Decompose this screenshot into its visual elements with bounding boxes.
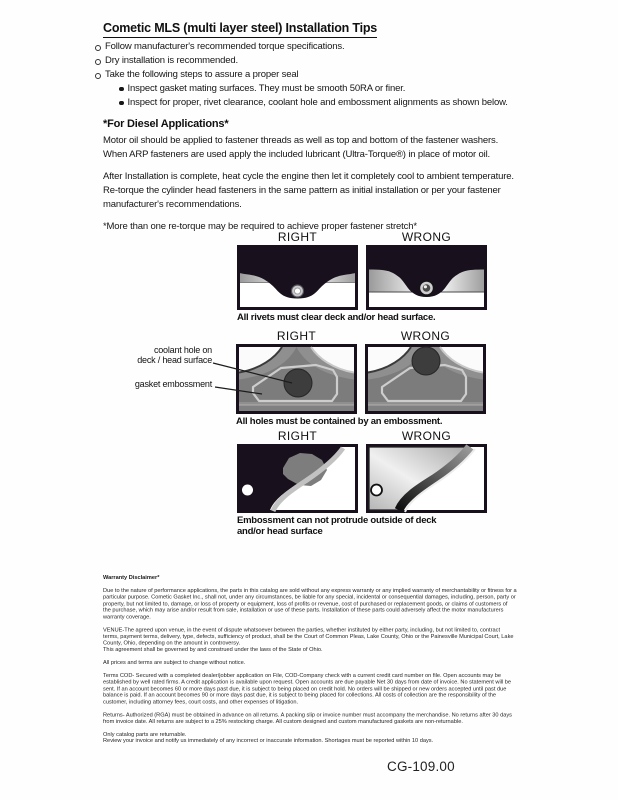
wrong-label: WRONG (401, 429, 452, 443)
embossment-protrusion-wrong-diagram (366, 444, 487, 513)
rivet-clearance-right-diagram (237, 245, 358, 310)
filled-bullet-icon (119, 87, 124, 92)
list-item-text: Follow manufacturer's recommended torque specifications. (105, 41, 345, 52)
warranty-paragraph: This agreement shall be governed by and construed under the laws of the State of Ohio. (103, 646, 323, 653)
figure-labels (237, 230, 487, 244)
filled-bullet-icon (119, 101, 124, 106)
diesel-applications-heading: *For Diesel Applications* (103, 118, 229, 130)
warranty-paragraph: All prices and terms are subject to change without notice. (103, 658, 246, 666)
right-label: RIGHT (277, 230, 318, 244)
figure2-side-labels (98, 345, 212, 389)
figure-panels (237, 245, 487, 310)
warranty-paragraph: Only catalog parts are returnable. (103, 730, 187, 737)
leader-lines (205, 357, 305, 399)
wrong-label: WRONG (401, 230, 452, 244)
figure-panels (237, 444, 487, 513)
figure-rivet-clearance (237, 230, 487, 324)
open-bullet-icon (95, 59, 101, 65)
coolant-hole-label: coolant hole on deck / head surface (137, 345, 212, 365)
doc-code: CG-109.00 (387, 759, 455, 774)
right-label: RIGHT (277, 429, 318, 443)
list-item-text: Inspect for proper, rivet clearance, coolant hole and embossment alignments as shown below. (127, 97, 508, 108)
retorque-note: *More than one re-torque may be required to achieve proper fastener stretch* (103, 221, 417, 232)
wrong-label: WRONG (400, 329, 451, 343)
figure-caption: All rivets must clear deck and/or head surface. (237, 312, 436, 323)
figure-labels (236, 329, 486, 343)
diesel-paragraph: Motor oil should be applied to fastener threads as well as top and bottom of the fastener washers. When ARP fasteners are used apply the included lubricant (Ultra-Torque®) in place of motor oil. (103, 135, 499, 160)
list-item-text: Dry installation is recommended. (105, 55, 239, 66)
warranty-paragraph: VENUE-The agreed upon venue, in the event of dispute whatsoever between the parties, whether instituted by either party, including, but not limited to, contract terms, payment terms, delivery, type, defects, sufficiency of product, shall be the Court of Common Pleas, Lake County, Ohio or the Painesville Municipal Court, Lake County, Ohio, depending on the amount in controversy. (103, 626, 514, 646)
list-item-text: Inspect gasket mating surfaces. They must be smooth 50RA or finer. (127, 83, 406, 94)
diesel-paragraph: After Installation is complete, heat cycle the engine then let it completely cool to ambient temperature. Re-torque the cylinder head fasteners in the same pattern as initial installation or per your fastener manufacturer's recommendations. (103, 171, 514, 210)
warranty-paragraph: Review your invoice and notify us immediately of any incorrect or inaccurate information. Shortages must be reported within 10 days. (103, 737, 434, 744)
diesel-applications-body (103, 134, 523, 242)
list-item-text: Take the following steps to assure a proper seal (105, 69, 299, 80)
warranty-paragraph: Terms COD- Secured with a completed dealer/jobber application on File, COD-Company check with a current credit card number on file. Open accounts may be established by well rated firms. A credit application is available upon request. Open accounts are due payable Net 30 days from date of invoice. No statement will be sent. If an account becomes 60 or more days past due, it is subject to being placed on credit hold. No orders will be shipped or new orders accepted until past due balance is paid. If an account becomes 90 or more days past due, it is subject to being placed for collections. All costs of collection are the responsibility of the customer, including attorney fees, court costs, and other expenses of litigation. (103, 671, 512, 705)
warranty-disclaimer-section (103, 574, 517, 800)
warranty-heading: Warranty Disclaimer* (103, 574, 160, 581)
hole-embossment-wrong-diagram (365, 344, 486, 414)
list-item (95, 56, 531, 67)
list-item (95, 98, 531, 109)
list-item (95, 42, 531, 53)
list-item (95, 70, 531, 81)
open-bullet-icon (95, 45, 101, 51)
figure-labels (237, 429, 487, 443)
embossment-protrusion-right-diagram (237, 444, 358, 513)
warranty-paragraph: Returns- Authorized (RGA) must be obtained in advance on all returns. A packing slip or invoice number must accompany the merchandise. No returns after 30 days from invoice date. All returns are subject to a 25% restocking charge. All custom designed and custom manufactured gaskets are non-returnable. (103, 711, 512, 725)
gasket-embossment-label: gasket embossment (134, 379, 212, 389)
page-title: Cometic MLS (multi layer steel) Installation Tips (103, 21, 377, 38)
warranty-paragraph: Due to the nature of performance applications, the parts in this catalog are sold without any express warranty or any implied warranty of merchantability or fitness for a particular purpose. Cometic Gasket Inc., shall not, under any circumstances, be liable for any special, incidental or consequential damages, including, person, party or property, but not limited to, damage, or loss of property or equipment, loss of profits or revenue, cost of purchased or replacement goods, or claims of customers of the purchase, which may arise and/or result from sale, installation or use of these parts. Installation of these parts could adversely affect the motor manufacturers warranty coverage. (103, 586, 517, 620)
figure-caption: Embossment can not protrude outside of deck and/or head surface (237, 515, 437, 537)
rivet-clearance-wrong-diagram (366, 245, 487, 310)
figure-caption: All holes must be contained by an embossment. (236, 416, 443, 427)
open-bullet-icon (95, 73, 101, 79)
right-label: RIGHT (276, 329, 317, 343)
figure-embossment-protrusion (237, 429, 487, 537)
installation-tips-list (95, 42, 531, 112)
list-item (95, 84, 531, 95)
